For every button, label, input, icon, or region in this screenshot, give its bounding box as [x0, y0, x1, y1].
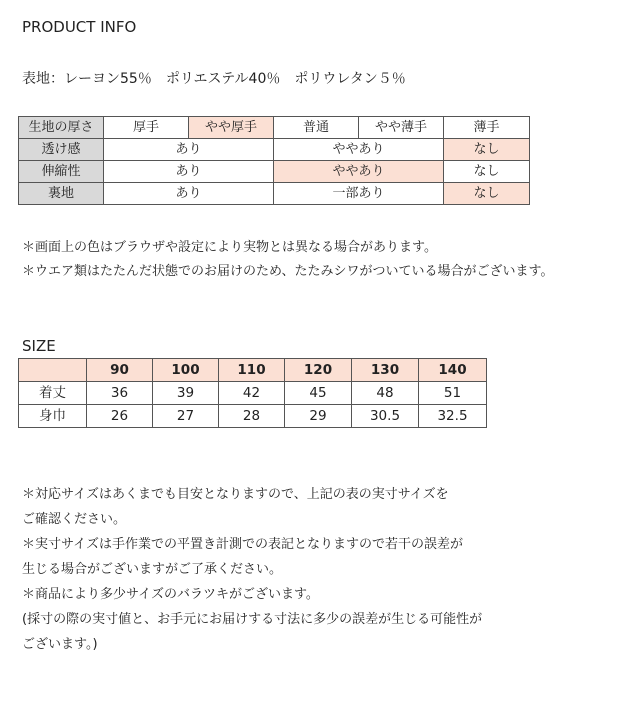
size-cell: 39: [153, 382, 219, 405]
size-cell: 51: [419, 382, 487, 405]
size-cell: 48: [352, 382, 419, 405]
lining-label: 裏地: [19, 183, 104, 205]
size-cell: 27: [153, 405, 219, 428]
note-line: ＊商品により多少サイズのバラツキがございます。: [22, 587, 319, 602]
size-cell: 29: [285, 405, 352, 428]
transparency-option: あり: [104, 139, 274, 161]
size-column-header: 90: [87, 359, 153, 382]
size-column-header: 130: [352, 359, 419, 382]
size-cell: 28: [219, 405, 285, 428]
lining-option-selected: なし: [444, 183, 530, 205]
size-header-blank: [19, 359, 87, 382]
table-row: [19, 405, 487, 428]
note-line: (採寸の際の実寸値と、お手元にお届けする寸法に多少の誤差が生じる可能性が: [22, 612, 483, 627]
transparency-label: 透け感: [19, 139, 104, 161]
size-column-header: 110: [219, 359, 285, 382]
thickness-option-selected: やや厚手: [189, 117, 274, 139]
lining-option: 一部あり: [274, 183, 444, 205]
size-cell: 36: [87, 382, 153, 405]
thickness-option: 厚手: [104, 117, 189, 139]
size-row-label: 着丈: [19, 382, 87, 405]
material-composition: 表地：レーヨン55％ ポリエステル40％ ポリウレタン５％: [22, 71, 406, 87]
size-cell: 42: [219, 382, 285, 405]
table-row: [19, 382, 487, 405]
stretch-option-selected: ややあり: [274, 161, 444, 183]
note-line: ＊画面上の色はブラウザや設定により実物とは異なる場合があります。: [22, 240, 437, 255]
transparency-option: ややあり: [274, 139, 444, 161]
thickness-label: 生地の厚さ: [19, 117, 104, 139]
note-line: ＊ウエア類はたたんだ状態でのお届けのため、たたみシワがついている場合がございます。: [22, 264, 554, 279]
stretch-label: 伸縮性: [19, 161, 104, 183]
size-cell: 30.5: [352, 405, 419, 428]
lining-option: あり: [104, 183, 274, 205]
note-line: ＊実寸サイズは手作業での平置き計測での表記となりますので若干の誤差が: [22, 537, 463, 552]
size-table: [18, 358, 487, 428]
size-cell: 45: [285, 382, 352, 405]
product-info-title: PRODUCT INFO: [22, 18, 137, 36]
lining-row: [19, 183, 530, 205]
stretch-option: あり: [104, 161, 274, 183]
size-column-header: 140: [419, 359, 487, 382]
thickness-option: 薄手: [444, 117, 530, 139]
color-and-fold-notes: [22, 236, 553, 284]
fabric-info-table: [18, 116, 530, 205]
note-line: ＊対応サイズはあくまでも目安となりますので、上記の表の実寸サイズを: [22, 487, 449, 502]
thickness-option: 普通: [274, 117, 359, 139]
size-cell: 26: [87, 405, 153, 428]
thickness-row: [19, 117, 530, 139]
size-header-row: [19, 359, 487, 382]
stretch-row: [19, 161, 530, 183]
size-row-label: 身巾: [19, 405, 87, 428]
size-column-header: 120: [285, 359, 352, 382]
size-title: SIZE: [22, 337, 56, 355]
size-column-header: 100: [153, 359, 219, 382]
thickness-option: やや薄手: [359, 117, 444, 139]
note-line: ご確認ください。: [22, 512, 127, 527]
note-line: ございます。): [22, 637, 98, 652]
stretch-option: なし: [444, 161, 530, 183]
note-line: 生じる場合がございますがご了承ください。: [22, 562, 283, 577]
size-cell: 32.5: [419, 405, 487, 428]
size-notes: [22, 482, 482, 657]
transparency-row: [19, 139, 530, 161]
transparency-option-selected: なし: [444, 139, 530, 161]
